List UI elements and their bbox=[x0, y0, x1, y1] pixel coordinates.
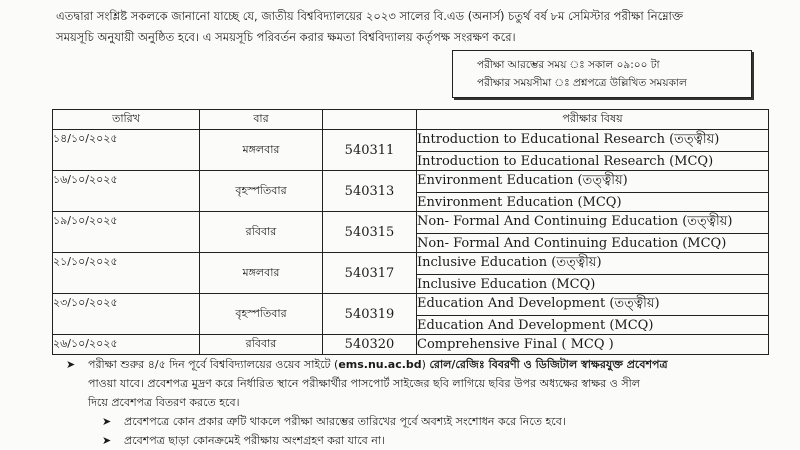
table-header-row bbox=[53, 110, 769, 130]
subject-cell: Non- Formal And Continuing Education (MCQ) bbox=[417, 234, 769, 253]
course-code-cell: 540311 bbox=[323, 130, 417, 171]
header-subject: পরীক্ষার বিষয় bbox=[417, 110, 769, 130]
note1-line2: পাওয়া যাবে। প্রবেশপত্র মুদ্রণ করে নির্ধারিত স্থানে পরীক্ষার্থীর পাসপোর্ট সাইজের ছবি লাগিয়ে ছবির উপর অধ্যক্ষের স্বাক্ষর ও সীল bbox=[88, 377, 640, 390]
table-row bbox=[53, 212, 769, 234]
subject-cell: Environment Education (তত্ত্বীয়) bbox=[417, 171, 769, 193]
date-cell: ২৩/১০/২০২৫ bbox=[53, 294, 200, 335]
exam-duration: পরীক্ষার সময়সীমা ঃ প্রশ্নপত্রে উল্লিখিত সময়কাল bbox=[477, 77, 687, 89]
note1-text: পরীক্ষা শুরুর ৪/৫ দিন পূর্বে বিশ্ববিদ্যালয়ের ওয়েব সাইটে ( bbox=[88, 358, 339, 371]
day-cell: রবিবার bbox=[200, 335, 323, 355]
subject-cell: Non- Formal And Continuing Education (তত্ত্বীয়) bbox=[417, 212, 769, 234]
arrow-bullet-icon: ➤ bbox=[102, 415, 112, 428]
note3-text: প্রবেশপত্র ছাড়া কোনক্রমেই পরীক্ষায় অংশগ্রহণ করা যাবে না। bbox=[124, 434, 385, 447]
instruction-item bbox=[102, 431, 766, 450]
note2-text: প্রবেশপত্রে কোন প্রকার ত্রুটি থাকলে পরীক্ষা আরম্ভের তারিখের পূর্বে অবশ্যই সংশোধন করে নিতে হবে। bbox=[124, 415, 566, 428]
note1-line3: দিয়ে প্রবেশপত্র বিতরণ করতে হবে। bbox=[88, 396, 240, 409]
subject-cell: Education And Development (তত্ত্বীয়) bbox=[417, 294, 769, 316]
arrow-bullet-icon: ➤ bbox=[66, 358, 76, 371]
header-date: তারিখ bbox=[53, 110, 200, 130]
course-code-cell: 540317 bbox=[323, 253, 417, 294]
course-code-cell: 540320 bbox=[323, 335, 417, 355]
instruction-item bbox=[66, 355, 766, 412]
table-row bbox=[53, 294, 769, 316]
instruction-item bbox=[102, 412, 766, 431]
instructions-list bbox=[66, 355, 766, 450]
subject-cell: Inclusive Education (তত্ত্বীয়) bbox=[417, 253, 769, 275]
subject-cell: Introduction to Educational Research (তত্ত্বীয়) bbox=[417, 130, 769, 152]
note1-bold: রোল/রেজিঃ বিবরণী ও ডিজিটাল স্বাক্ষরযুক্ত প্রবেশপত্র bbox=[429, 358, 668, 371]
subject-cell: Environment Education (MCQ) bbox=[417, 193, 769, 212]
date-cell: ১৪/১০/২০২৫ bbox=[53, 130, 200, 171]
date-cell: ২৬/১০/২০২৫ bbox=[53, 335, 200, 355]
date-cell: ১৬/১০/২০২৫ bbox=[53, 171, 200, 212]
exam-start-time: পরীক্ষা আরম্ভের সময় ঃ সকাল ০৯:০০ টা bbox=[477, 59, 660, 71]
note1-mid: ) bbox=[421, 358, 430, 371]
table-row bbox=[53, 335, 769, 355]
website-link[interactable]: ems.nu.ac.bd bbox=[338, 358, 422, 371]
course-code-cell: 540319 bbox=[323, 294, 417, 335]
table-row bbox=[53, 253, 769, 275]
day-cell: বৃহস্পতিবার bbox=[200, 171, 323, 212]
date-cell: ১৯/১০/২০২৫ bbox=[53, 212, 200, 253]
intro-line-2: সময়সূচি অনুযায়ী অনুষ্ঠিত হবে। এ সময়সূচি পরিবর্তন করার ক্ষমতা বিশ্ববিদ্যালয় কর্তৃপক্ষ সংরক্ষণ করে। bbox=[56, 30, 516, 44]
day-cell: বৃহস্পতিবার bbox=[200, 294, 323, 335]
subject-cell: Introduction to Educational Research (MCQ) bbox=[417, 152, 769, 171]
table-row bbox=[53, 171, 769, 193]
subject-cell: Inclusive Education (MCQ) bbox=[417, 275, 769, 294]
subject-cell: Comprehensive Final ( MCQ ) bbox=[417, 335, 769, 355]
date-cell: ২১/১০/২০২৫ bbox=[53, 253, 200, 294]
table-row bbox=[53, 130, 769, 152]
day-cell: রবিবার bbox=[200, 212, 323, 253]
intro-paragraph bbox=[56, 6, 768, 48]
header-day: বার bbox=[200, 110, 323, 130]
day-cell: মঙ্গলবার bbox=[200, 253, 323, 294]
subject-cell: Education And Development (MCQ) bbox=[417, 316, 769, 335]
exam-schedule-table bbox=[52, 109, 769, 355]
day-cell: মঙ্গলবার bbox=[200, 130, 323, 171]
header-code bbox=[323, 110, 417, 130]
intro-line-1: এতদ্বারা সংশ্লিষ্ট সকলকে জানানো যাচ্ছে যে, জাতীয় বিশ্ববিদ্যালয়ের ২০২৩ সালের বি.এড (অনার্স) চতুর্থ বর্ষ ৮ম সেমিস্টার পরীক্ষা নিম্নোক্ত bbox=[56, 9, 684, 23]
arrow-bullet-icon: ➤ bbox=[102, 434, 112, 447]
exam-time-box bbox=[452, 50, 752, 98]
course-code-cell: 540313 bbox=[323, 171, 417, 212]
course-code-cell: 540315 bbox=[323, 212, 417, 253]
